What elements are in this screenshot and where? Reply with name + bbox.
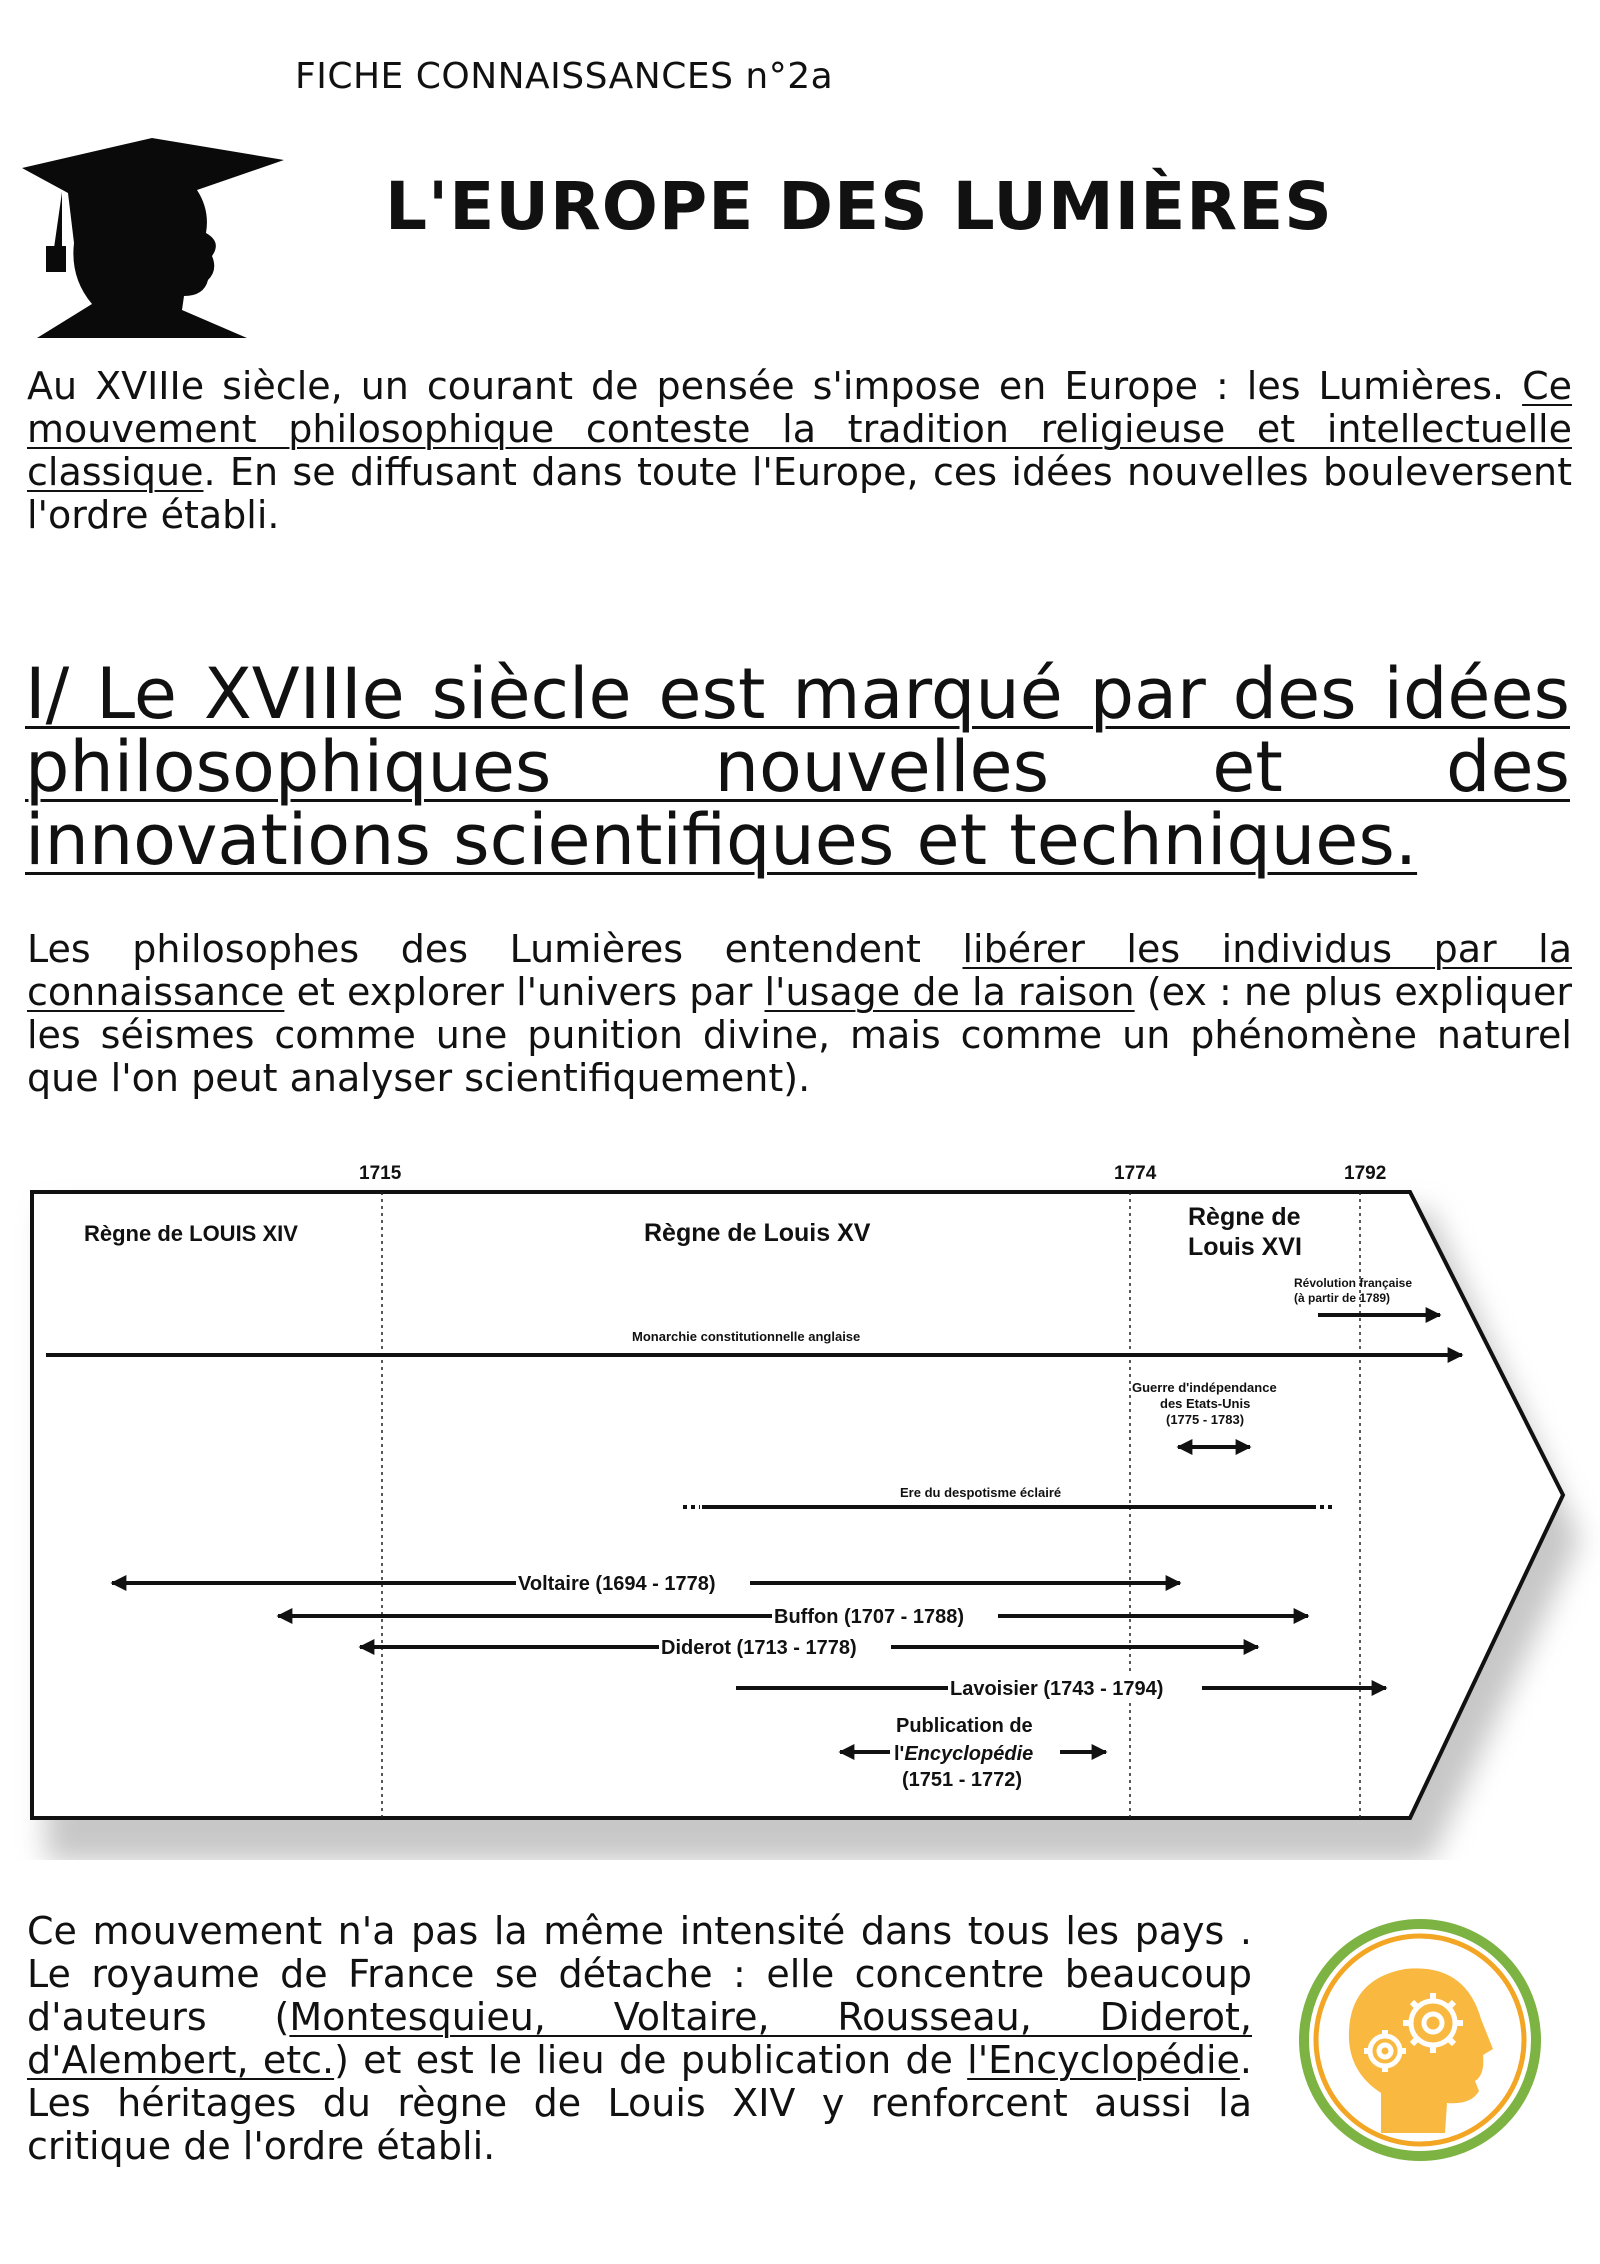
year-1792: 1792 <box>1344 1163 1387 1184</box>
encyclopedie-label-2 <box>894 1743 1033 1765</box>
despotism-label: Ere du despotisme éclairé <box>900 1485 1062 1500</box>
europe-underlined-authors: Montesquieu, Voltaire, Rousseau, Diderot, d'Alembert, etc. <box>27 1995 1252 2082</box>
independence-label-1: Guerre d'indépendance <box>1132 1380 1277 1395</box>
philo-underlined-2: l'usage de la raison <box>764 970 1135 1014</box>
encyclopedie-label-3: (1751 - 1772) <box>902 1769 1023 1791</box>
europe-text-3: . Les héritages du règne de Louis XIV y renforcent aussi la critique de l'ordre établi. <box>27 2038 1252 2168</box>
voltaire-label: Voltaire (1694 - 1778) <box>518 1573 716 1595</box>
independence-label-2: des Etats-Unis <box>1160 1396 1251 1411</box>
reign-louis14: Règne de LOUIS XIV <box>84 1221 298 1246</box>
intro-underlined: Ce mouvement philosophique conteste la tradition religieuse et intellectuelle classique <box>27 364 1572 494</box>
philo-text-3: (ex : ne plus expliquer les séismes comme une punition divine, mais comme un phénomène naturel que l'on peut analyser scientifiquement). <box>27 970 1572 1100</box>
intro-text-end: . En se diffusant dans toute l'Europe, ces idées nouvelles bouleversent l'ordre établi. <box>27 450 1572 537</box>
europe-underlined-encyclopedie: l'Encyclopédie <box>967 2038 1240 2082</box>
revolution-label-1: Révolution française <box>1294 1276 1413 1290</box>
head-gears-icon <box>1295 1915 1545 2165</box>
europe-paragraph <box>27 1910 1252 2168</box>
independence-label-3: (1775 - 1783) <box>1166 1412 1245 1427</box>
page-title: L'EUROPE DES LUMIÈRES <box>385 168 1333 245</box>
encyclopedie-title: Encyclopédie <box>904 1743 1034 1765</box>
encyclopedie-prefix: l' <box>894 1743 905 1765</box>
sheet-label: FICHE CONNAISSANCES n°2a <box>295 56 834 97</box>
revolution-label-2: (à partir de 1789) <box>1294 1291 1391 1305</box>
europe-text-1: Ce mouvement n'a pas la même intensité dans tous les pays . Le royaume de France se détache : elle concentre beaucoup d'auteurs ( <box>27 1909 1252 2039</box>
reign-louis16-line2: Louis XVI <box>1188 1233 1302 1261</box>
timeline-diagram <box>0 1140 1600 1860</box>
europe-text-2: ) et est le lieu de publication de <box>334 2038 968 2082</box>
year-1715: 1715 <box>359 1163 402 1184</box>
buffon-label: Buffon (1707 - 1788) <box>774 1606 965 1628</box>
lavoisier-label: Lavoisier (1743 - 1794) <box>950 1678 1164 1700</box>
encyclopedie-label-1: Publication de <box>896 1715 1033 1737</box>
monarchy-label: Monarchie constitutionnelle anglaise <box>632 1329 861 1344</box>
year-1774: 1774 <box>1114 1163 1157 1184</box>
graduate-silhouette-icon <box>22 138 284 338</box>
philo-text-1: Les philosophes des Lumières entendent <box>27 927 963 971</box>
diderot-label: Diderot (1713 - 1778) <box>661 1637 857 1659</box>
section-heading <box>25 653 1570 881</box>
philo-underlined-1: libérer les individus par la connaissance <box>27 927 1572 1014</box>
intro-text: Au XVIIIe siècle, un courant de pensée s'impose en Europe : les Lumières. <box>27 364 1523 408</box>
philo-text-2: et explorer l'univers par <box>284 970 765 1014</box>
section-heading-text: I/ Le XVIIIe siècle est marqué par des idées philosophiques nouvelles et des innovations scientifiques et techniques. <box>25 653 1570 881</box>
philosophy-paragraph <box>27 928 1572 1100</box>
intro-paragraph <box>27 365 1572 537</box>
reign-louis16-line1: Règne de <box>1188 1203 1301 1231</box>
reign-louis15: Règne de Louis XV <box>644 1219 871 1247</box>
